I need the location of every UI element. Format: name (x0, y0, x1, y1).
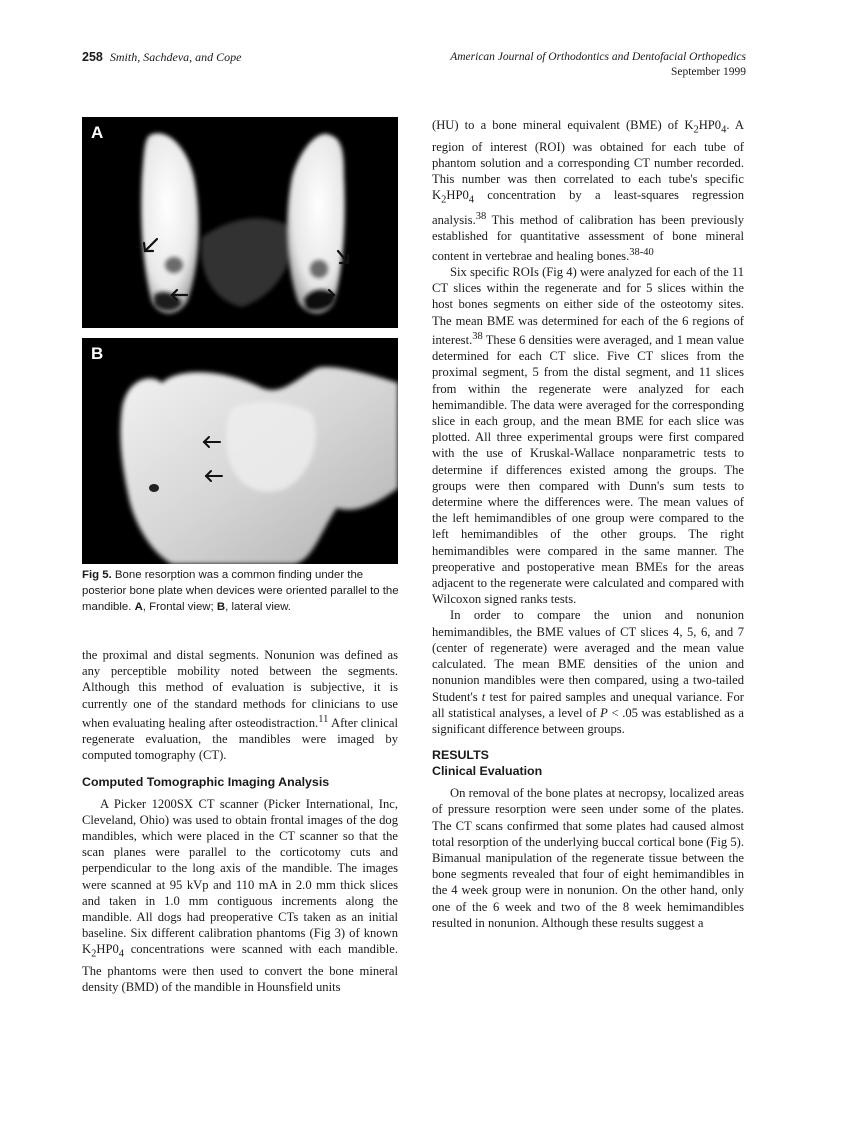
figure-5-panel-b (82, 338, 398, 564)
citation: 38-40 (629, 246, 654, 258)
left-column (82, 647, 398, 996)
page-number: 258 (82, 50, 103, 64)
caption-label: Fig 5. (82, 569, 112, 581)
caption-a-ref: A (134, 601, 143, 613)
caption-b-text: , lateral view. (225, 601, 291, 613)
caption-b-ref: B (216, 601, 226, 613)
figure-5-panel-a (82, 117, 398, 328)
right-column (432, 117, 744, 931)
caption-a-text: , Frontal view; (142, 601, 214, 613)
citation: 38 (475, 211, 487, 223)
running-header-left (82, 50, 242, 65)
section-heading-ct: Computed Tomographic Imaging Analysis (82, 774, 330, 789)
body-paragraph: the proximal and distal segments. Nonunion was defined as any perceptible mobility noted between the segments. Although this method of evaluation is subjective, it is currently one of the standard methods for clinicians to use when evaluating healing after osteodistraction.$^{11}$ After clinical regenerate evaluation, the mandibles were imaged by computed tomography (CT). (82, 648, 398, 763)
lateral-view-image (82, 338, 398, 564)
section-heading-results: RESULTS (432, 748, 489, 763)
body-paragraph: (HU) to a bone mineral equivalent (BME) of $K_2HP0_4$. A region of interest (ROI) was obtained for each tube of phantom solution and a corresponding CT number recorded. This number was then correlated to each tube's specific $K_2HP0_4$ concentration by a least-squares regression analysis.$^{38}$ This method of calibration has been previously established for quantitative assessment of bone mineral content in vertebrae and healing bones.$^{38-40}$ (432, 118, 744, 263)
citation: 11 (318, 713, 329, 725)
body-paragraph: On removal of the bone plates at necropsy, localized areas of pressure resorption were seen under some of the plates. The CT scans confirmed that some plates had caused almost total resorption of the underlying buccal cortical bone (Fig 5). Bimanual manipulation of the regenerate tissue between the bone segments revealed that four of eight hemimandibles in the 4 week group were in nonunion. On the other hand, only one of the 6 week and two of the 8 week hemimandibles resulted in nonunion. Although these results suggest a (432, 786, 744, 930)
figure-caption (82, 567, 400, 615)
frontal-view-image (82, 117, 398, 328)
caption-text: Bone resorption was a common finding under the posterior bone plate when devices were oriented parallel to the mandible. (82, 569, 399, 613)
running-header-right (450, 50, 746, 80)
journal-title: American Journal of Orthodontics and Dentofacial Orthopedics (450, 51, 746, 63)
citation: 38 (472, 330, 483, 342)
panel-label-b: B (91, 344, 104, 363)
running-authors: Smith, Sachdeva, and Cope (109, 50, 242, 64)
body-paragraph: A Picker 1200SX CT scanner (Picker International, Inc, Cleveland, Ohio) was used to obtain frontal images of the dog mandibles, which were placed in the CT scanner so that the scan planes were parallel to the corticotomy cuts and perpendicular to the long axis of the mandible. The images were scanned at 95 kVp and 110 mA in 2.0 mm thick slices and taken in 1.0 mm contiguous increments along the mandible. All dogs had preoperative CTs taken as an initial baseline. Six different calibration phantoms (Fig 3) of known $K_2HP0_4$ concentrations were scanned with each mandible. The phantoms were then used to convert the bone mineral density (BMD) of the mandible in Hounsfield units (82, 796, 398, 995)
panel-label-a: A (91, 123, 104, 142)
issue-date: September 1999 (670, 66, 746, 78)
subsection-heading-clinical: Clinical Evaluation (432, 764, 543, 779)
body-paragraph: Six specific ROIs (Fig 4) were analyzed for each of the 11 CT slices within the regenerate and for 5 slices within the host bones segments on either side of the osteotomy sites. The mean BME was determined for each of the 6 regions of interest.$^{38}$ These 6 densities were averaged, and 1 mean value determined for each CT slice. Five CT slices from the proximal segment, 5 from the distal segment, and 11 slices from within the regenerate were analyzed for each hemimandible. The data were averaged for the corresponding slice in each group, and the mean BME for each slice was plotted. All three experimental groups were first compared with the use of Kruskal-Wallace nonparametric tests to determine if differences existed among the groups. The groups were then compared with Dunn's sum tests to determine where the differences were. The mean values of the left hemimandibles of one group were compared to the left hemimandibles of the other groups. The right hemimandibles were compared in the same manner. The preoperative and postoperative mean BMEs for the areas adjacent to the regenerate were calculated and compared with Wilcoxon signed ranks tests. (432, 265, 744, 607)
body-paragraph: In order to compare the union and nonunion hemimandibles, the BME values of CT slices 4, 5, 6, and 7 (center of regenerate) were averaged and the mean value calculated. The mean BME densities of the union and nonunion mandibles were then compared, using a two-tailed Student's t test for paired samples and unequal variance. For all statistical analyses, a level of P < .05 was established as a significant difference between groups. (432, 608, 744, 736)
